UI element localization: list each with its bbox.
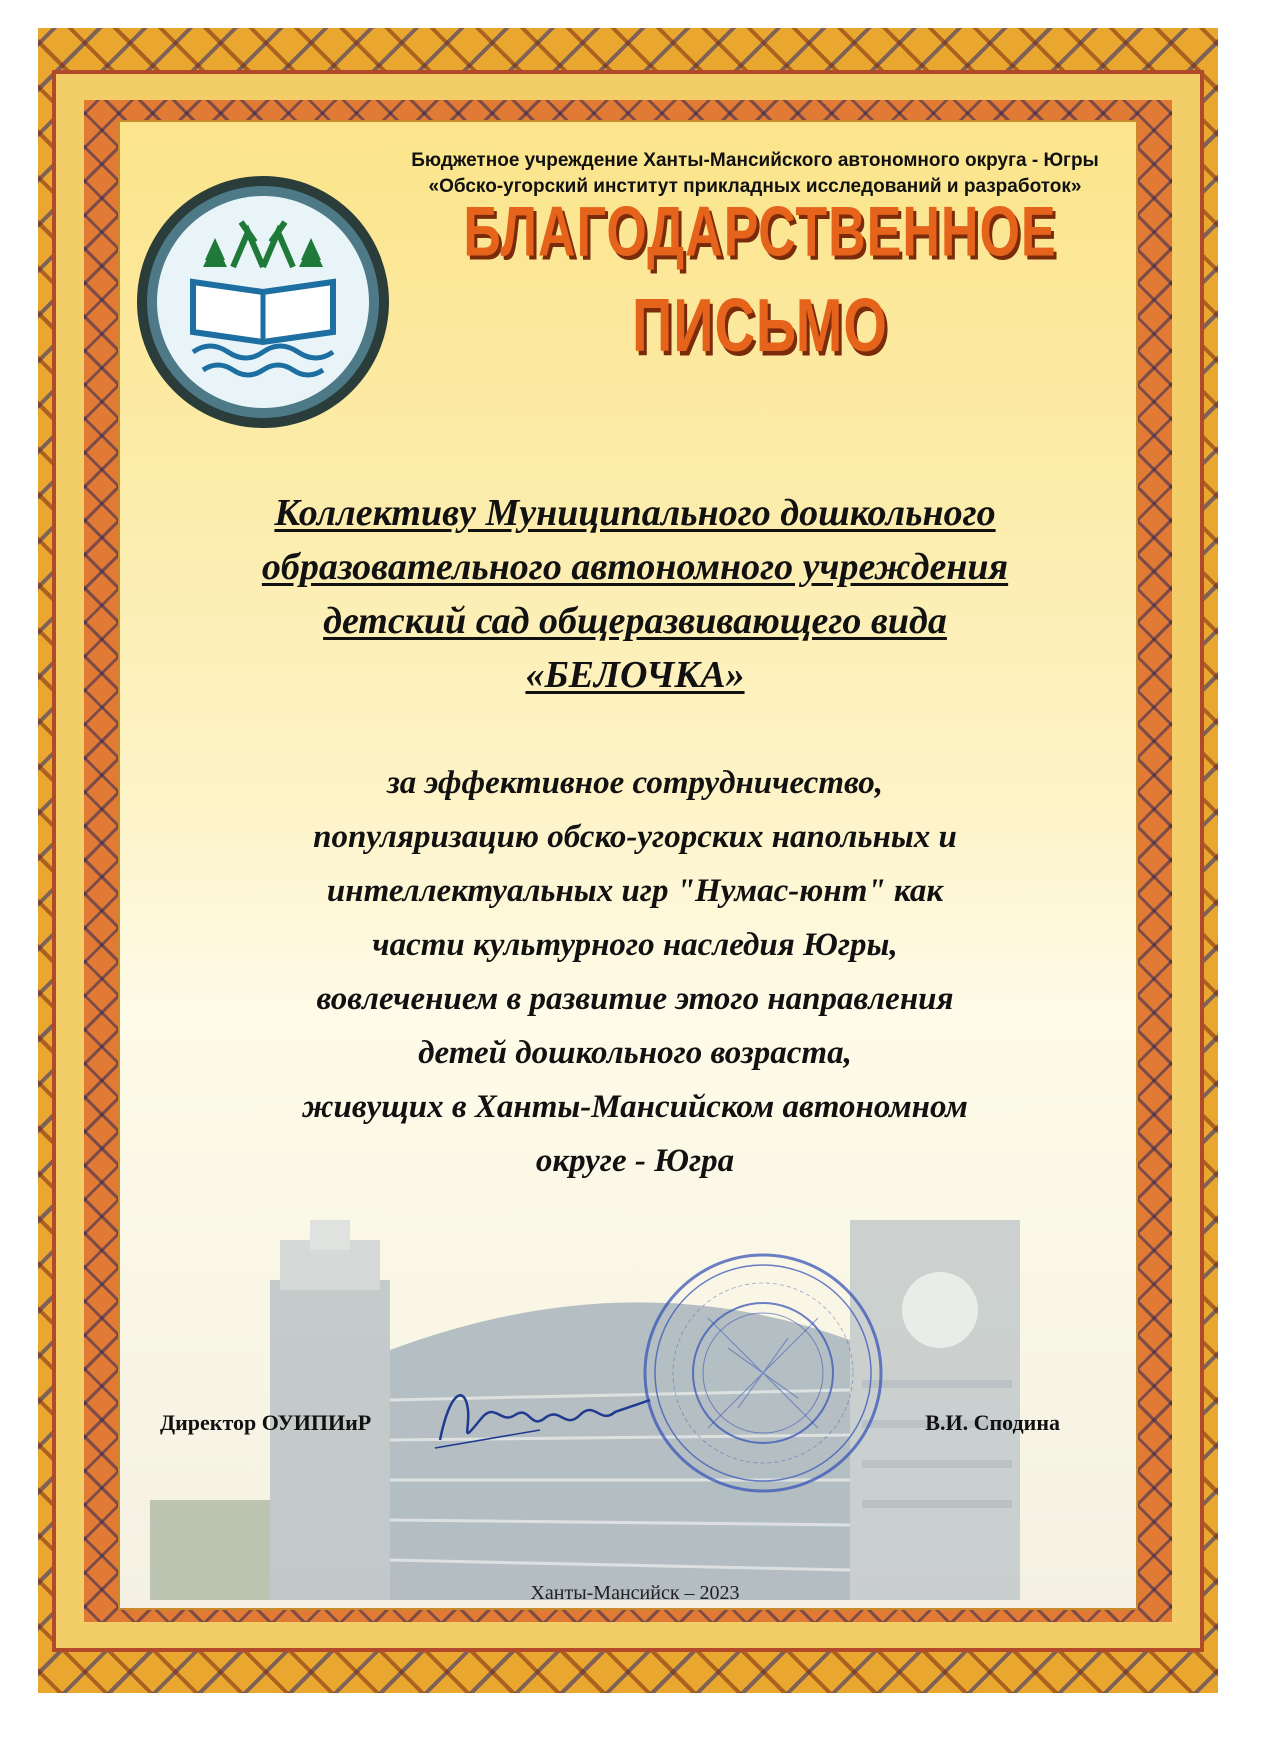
director-name: В.И. Сподина [925,1410,1060,1435]
organization-line1: Бюджетное учреждение Ханты-Мансийского автономного округа - Югры [411,150,1099,171]
organization-line2: «Обско-угорский институт прикладных исследований и разработок» [428,176,1082,197]
recipient-line3: детский сад общеразвивающего вида [323,600,947,642]
reason-line5: вовлечением в развитие этого направления [316,981,954,1017]
document-title [400,192,1120,370]
reason-line2: популяризацию обско-угорских напольных и [313,819,957,855]
recipient-line1: Коллективу Муниципального дошкольного [274,492,996,534]
city-year: Ханты-Мансийск – 2023 [530,1582,740,1604]
title-line1: БЛАГОДАРСТВЕННОЕ [463,193,1057,272]
gratitude-reason [150,756,1120,1188]
institute-emblem-icon [133,172,393,432]
recipient-block [150,486,1120,702]
reason-line7: живущих в Ханты-Мансийском автономном [302,1089,968,1125]
official-seal-icon [638,1248,888,1498]
title-line2: ПИСЬМО [631,282,888,368]
reason-line8: округе - Югра [535,1143,735,1179]
recipient-line2: образовательного автономного учреждения [261,546,1009,588]
director-signature [420,1370,660,1460]
reason-line4: части культурного наследия Югры, [372,927,898,963]
reason-line1: за эффективное сотрудничество, [386,765,884,801]
reason-line6: детей дошкольного возраста, [418,1035,852,1071]
director-position: Директор ОУИПИиР [160,1410,372,1435]
reason-line3: интеллектуальных игр "Нумас-юнт" как [326,873,944,909]
recipient-line4: «БЕЛОЧКА» [525,654,745,696]
